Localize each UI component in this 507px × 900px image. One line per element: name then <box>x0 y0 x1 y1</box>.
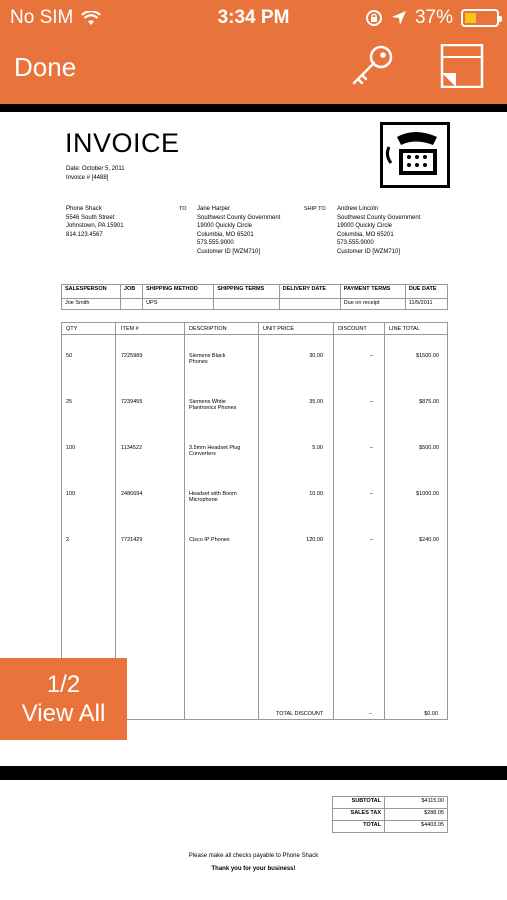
order-header: DUE DATE <box>405 285 447 299</box>
line-item-price: 10.00 <box>309 491 323 497</box>
view-all-button[interactable] <box>0 658 127 740</box>
battery-icon <box>461 9 499 27</box>
column-header: DESCRIPTION <box>189 326 227 332</box>
line-item-qty: 100 <box>66 445 76 451</box>
total-value: $4403.05 <box>385 821 448 833</box>
from-line: Johnstown, PA 15901 <box>66 223 124 230</box>
page-separator-top <box>0 104 507 112</box>
total-discount-value: $0.00 <box>424 711 438 717</box>
column-divider <box>384 323 385 719</box>
thanks-note: Thank you for your business! <box>211 866 296 872</box>
from-line: Phone Shack <box>66 206 102 212</box>
order-info-table <box>61 284 448 310</box>
from-address <box>66 205 124 239</box>
line-item-qty: 50 <box>66 353 73 359</box>
column-divider <box>258 323 259 719</box>
to-label: TO <box>179 206 187 212</box>
line-item-discount: – <box>370 537 374 543</box>
line-item-desc: 3.5mm Headset Plug <box>189 445 241 451</box>
view-all-label: View All <box>21 700 106 727</box>
column-divider <box>333 323 334 719</box>
order-header: PAYMENT TERMS <box>340 285 405 299</box>
subtotal-value: $4115.00 <box>385 797 448 809</box>
line-item-discount: – <box>370 353 374 359</box>
to-line: 19000 Quickly Circle <box>197 223 253 230</box>
location-arrow-icon <box>391 10 407 26</box>
line-item-desc-2: Microphone <box>189 497 218 503</box>
rotation-lock-icon <box>365 9 383 27</box>
key-icon[interactable] <box>348 44 396 88</box>
shipto-line: Andrew Lincoln <box>337 206 379 212</box>
column-header: LINE TOTAL <box>389 326 420 332</box>
line-item-number: 7225989 <box>121 353 143 359</box>
order-header: SALESPERSON <box>62 285 121 299</box>
page-indicator: 1/2 <box>46 671 81 698</box>
order-header: DELIVERY DATE <box>279 285 340 299</box>
from-line: 814.123.4567 <box>66 231 103 238</box>
shipto-line: Columbia, MO 65201 <box>337 231 394 238</box>
shipto-line: Customer ID [WZM710] <box>337 248 401 255</box>
to-line: Southwest County Government <box>197 214 281 221</box>
order-header: JOB <box>120 285 142 299</box>
to-line: Customer ID [WZM710] <box>197 248 261 255</box>
totals-table <box>332 796 448 833</box>
battery-percent: 37% <box>414 7 453 28</box>
line-item-discount: – <box>370 491 374 497</box>
total-label: TOTAL <box>333 821 385 833</box>
subtotal-label: SUBTOTAL <box>333 797 385 809</box>
status-bar <box>0 0 507 36</box>
column-divider <box>184 323 185 719</box>
shipto-line: Southwest County Government <box>337 214 421 221</box>
column-header: UNIT PRICE <box>263 326 295 332</box>
order-value: 11/5/2011 <box>405 299 447 310</box>
line-item-qty: 25 <box>66 399 73 405</box>
line-item-qty: 2 <box>66 537 70 543</box>
to-line: Jane Harper <box>197 206 231 212</box>
invoice-date: Date: October 5, 2011 <box>66 166 125 172</box>
line-item-qty: 100 <box>66 491 76 497</box>
to-address <box>197 205 280 257</box>
invoice-title: INVOICE <box>65 128 180 158</box>
company-logo <box>380 122 450 188</box>
carrier-label: No SIM <box>10 7 74 28</box>
page-separator-bottom <box>0 766 507 780</box>
line-item-desc: Siemens White <box>189 399 226 405</box>
line-item-price: 35.00 <box>309 399 323 405</box>
tax-label: SALES TAX <box>333 809 385 821</box>
line-item-number: 7239455 <box>121 399 143 405</box>
shipto-address <box>337 205 420 257</box>
shipto-label: SHIP TO <box>304 206 326 212</box>
line-item-desc-2: Plantronics Phones <box>189 405 237 411</box>
line-item-price: 5.00 <box>312 445 323 451</box>
invoice-number: Invoice # [4488] <box>66 174 109 181</box>
line-item-desc-2: Phones <box>189 359 208 365</box>
shipto-line: 573.555.9000 <box>337 240 374 247</box>
toolbar <box>0 0 507 104</box>
line-item-desc-2: Converters <box>189 451 216 457</box>
tax-value: $288.05 <box>385 809 448 821</box>
line-item-price: 30.00 <box>309 353 323 359</box>
total-discount-dash: – <box>369 711 373 717</box>
column-header: DISCOUNT <box>338 326 367 332</box>
order-value <box>214 299 280 310</box>
column-header: QTY <box>66 326 78 332</box>
order-header: SHIPPING TERMS <box>214 285 280 299</box>
line-item-total: $875.00 <box>419 399 439 405</box>
line-item-number: 2486694 <box>121 491 143 497</box>
line-item-desc: Cisco IP Phones <box>189 537 230 543</box>
line-item-total: $240.00 <box>419 537 439 543</box>
invoice-meta <box>66 165 125 182</box>
checks-note: Please make all checks payable to Phone Shack <box>188 853 319 859</box>
line-item-desc: Siemens Black <box>189 353 226 359</box>
line-item-total: $1000.00 <box>416 491 439 497</box>
order-value <box>279 299 340 310</box>
to-line: Columbia, MO 65201 <box>197 231 254 238</box>
page-curl-icon[interactable] <box>440 44 484 88</box>
status-time: 3:34 PM <box>217 7 290 28</box>
order-header: SHIPPING METHOD <box>143 285 214 299</box>
shipto-line: 19000 Quickly Circle <box>337 223 393 230</box>
line-item-desc: Headset with Boom <box>189 491 237 497</box>
done-button[interactable]: Done <box>14 52 77 82</box>
line-item-number: 1134522 <box>121 445 143 451</box>
line-item-discount: – <box>370 399 374 405</box>
order-value: Due on receipt <box>340 299 405 310</box>
line-item-discount: – <box>370 445 374 451</box>
from-line: 5546 South Street <box>66 214 115 221</box>
order-value <box>120 299 142 310</box>
invoice-page-2 <box>0 780 507 900</box>
order-value: UPS <box>143 299 214 310</box>
line-item-total: $500.00 <box>419 445 439 451</box>
line-item-total: $1500.00 <box>416 353 439 359</box>
line-item-number: 7721429 <box>121 537 143 543</box>
total-discount-label: TOTAL DISCOUNT <box>276 711 324 717</box>
line-item-price: 120.00 <box>306 537 323 543</box>
column-header: ITEM # <box>121 326 139 332</box>
order-value: Joe Smith <box>62 299 121 310</box>
to-line: 573.555.9000 <box>197 240 234 247</box>
